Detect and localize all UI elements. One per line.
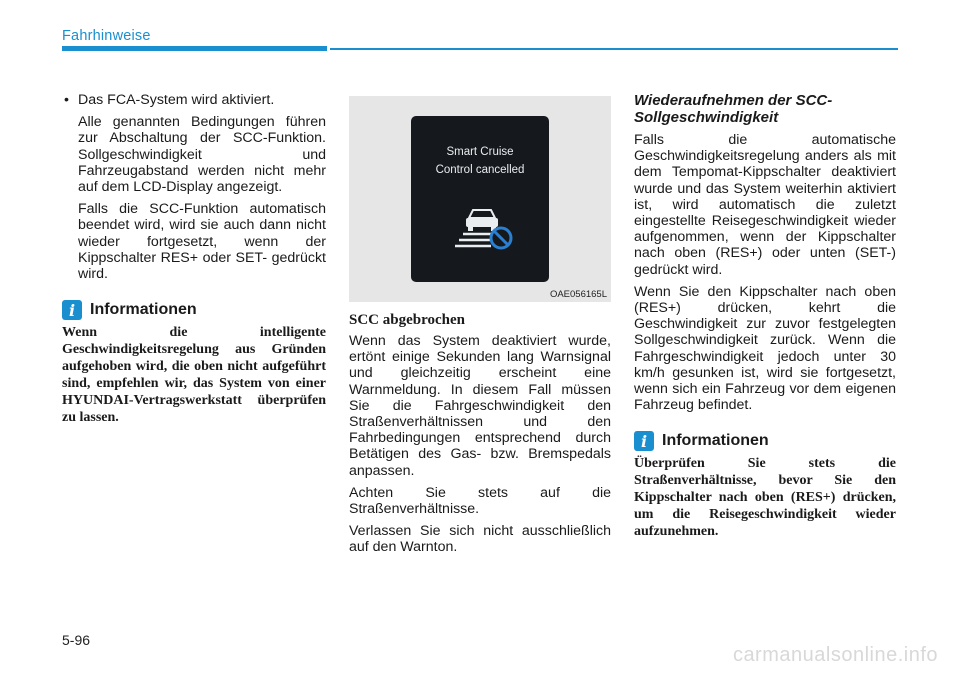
subsection-title: Wiederaufnehmen der SCC-Sollgeschwindigkeit: [634, 92, 833, 126]
info-icon: i: [634, 431, 654, 451]
info-text: Wenn die intelligente Geschwindigkeitsregelung aus Gründen aufgehoben wird, die oben nicht aufgeführt sind, empfehlen wir, das System von einer HYUNDAI-Vertragswerkstatt überprüfen zu lassen.: [62, 325, 326, 426]
paragraph: Wenn das System deaktiviert wurde, ertönt einige Sekunden lang Warnsignal und gleichzeitig erscheint eine Warnmeldung. In diesem Fall müssen Sie die Fahrgeschwindigkeit den Straßenverhältnissen und den Fahrbedingungen entsprechend durch Betätigen des Gas- bzw. Bremspedals anpassen.: [349, 333, 611, 479]
column-left: [62, 92, 326, 426]
info-heading: [634, 431, 896, 451]
info-heading: [62, 300, 326, 320]
bullet-item: [62, 92, 326, 108]
info-icon: i: [62, 300, 82, 320]
paragraph: Wenn Sie den Kippschalter nach oben (RES+) drücken, kehrt die Geschwindigkeit zur zuvor festgelegten Sollgeschwindigkeit zurück. Wenn die Fahrgeschwindigkeit jedoch unter 30 km/h gesunken ist, wird sie fortgesetzt, wenn sich ein Fahrzeug vor dem eigenen Fahrzeug befindet.: [634, 283, 896, 414]
section-title: SCC abgebrochen: [349, 312, 465, 328]
screen-text-line2: Control cancelled: [435, 164, 525, 176]
screen-text-line1: Smart Cruise: [446, 146, 514, 158]
page-number: 5-96: [62, 632, 91, 648]
figure-code: OAE056165L: [549, 289, 607, 300]
paragraph: Falls die automatische Geschwindigkeitsregelung anders als mit dem Tempomat-Kippschalter deaktiviert wurde und das System weiterhin aktiviert ist, wird automatisch die zuletzt eingestellte Reisegeschwindigkeit wieder aufgenommen, wenn der Kippschalter nach oben (RES+) oder unten (SET-) gedrückt wird.: [634, 132, 896, 278]
column-right: [634, 92, 896, 540]
paragraph: Verlassen Sie sich nicht ausschließlich auf den Warnton.: [349, 523, 611, 556]
cluster-screen: [411, 116, 549, 282]
bullet-dot: •: [64, 92, 69, 108]
paragraph: Alle genannten Bedingungen führen zur Abschaltung der SCC-Funktion. Sollgeschwindigkeit und Fahrzeugabstand werden nicht mehr auf dem LCD-Display angezeigt.: [78, 114, 326, 196]
bullet-text: Das FCA-System wird aktiviert.: [78, 92, 275, 108]
column-middle: [349, 92, 611, 556]
figure-cluster-display: [349, 96, 611, 302]
info-title: Informationen: [90, 301, 197, 319]
info-title: Informationen: [662, 432, 769, 450]
header-rule: [330, 48, 898, 50]
watermark: carmanualsonline.info: [732, 644, 938, 666]
info-text: Überprüfen Sie stets die Straßenverhältnisse, bevor Sie den Kippschalter nach oben (RES+) drücken, um die Reisegeschwindigkeit wieder aufzunehmen.: [634, 456, 896, 540]
paragraph: Falls die SCC-Funktion automatisch beendet wird, wird sie auch dann nicht wieder fortgesetzt, wenn der Kippschalter RES+ oder SET- gedrückt wird.: [78, 201, 326, 283]
paragraph: Achten Sie stets auf die Straßenverhältnisse.: [349, 484, 611, 518]
header-accent-bar: [62, 46, 327, 51]
cruise-cancelled-icon: [455, 200, 515, 250]
section-header-title: Fahrhinweise: [62, 28, 151, 44]
